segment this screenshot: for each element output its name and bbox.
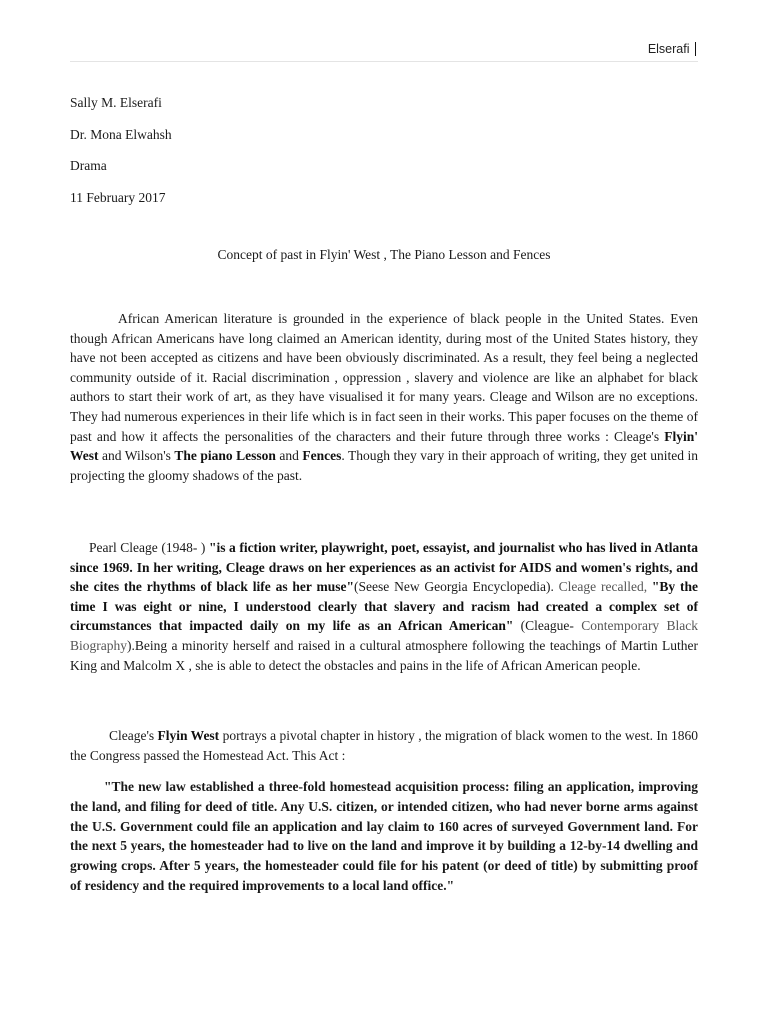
- date-line: 11 February 2017: [70, 189, 166, 205]
- paragraph-text: . Though they vary in their approach of writing, they get united in projecting the gloomy shadows of the past.: [70, 448, 698, 483]
- body-paragraph-cleage: [70, 538, 698, 675]
- quotation-bold: "is a fiction writer, playwright, poet, essayist, and journalist who has lived in Atlanta since 1969. In her writing, Cleage draws on her experiences as an activist for AIDS and women's rights, and she cites the rhythms of black life as her muse": [70, 540, 698, 595]
- work-title-flyin-west: Flyin' West: [70, 428, 698, 464]
- citation-source-gray: Contemporary Black Biography: [70, 618, 698, 653]
- body-paragraph-flyin-west: [70, 726, 698, 765]
- paragraph-text: ).Being a minority herself and raised in a cultural atmosphere following the teachings of Martin Luther King and Malcolm X , she is able to detect the obstacles and pains in the life of African American people.: [70, 637, 698, 673]
- paragraph-text: Pearl Cleage (1948- ): [89, 540, 209, 555]
- student-name: Sally M. Elserafi: [70, 95, 162, 110]
- work-title-fences: Fences: [302, 448, 342, 464]
- page-header: [648, 42, 696, 56]
- citation-text: (Seese New Georgia Encyclopedia).: [354, 579, 559, 595]
- work-title-piano-lesson: The piano Lesson: [174, 448, 276, 464]
- work-title-flyin-west: Flyin West: [157, 728, 220, 743]
- header-author-name: Elserafi: [647, 42, 690, 56]
- paragraph-text: African American literature is grounded in the experience of black people in the United States. Even though African Americans have long claimed an American identity, during most of the United States history, they have not been accepted as citizens and have been obviously discriminated. As a result, they feel being a neglected community outside of it. Racial discrimination , oppression , slavery and violence are like an alphabet for black authors to start their work of art, as they have visualised it for many years. Cleage and Wilson are no exceptions. They had numerous experiences in their life which is in fact seen in their works. This paper focuses on the theme of past and how it affects the personalities of the characters and their future through three works : Cleage's: [70, 311, 698, 444]
- document-title: Concept of past in Flyin' West , The Piano Lesson and Fences: [217, 247, 551, 262]
- paragraph-text: and Wilson's: [98, 448, 175, 464]
- quotation-bold: "By the time I was eight or nine, I understood clearly that slavery and racism had created a complex set of circumstances that impacted daily on my life as an African American": [70, 579, 699, 634]
- paragraph-text: and: [275, 448, 303, 464]
- paragraph-text-gray: Cleage recalled,: [558, 579, 652, 595]
- paragraph-text: Cleage's: [109, 728, 158, 743]
- course-name: Drama: [70, 158, 107, 174]
- instructor-name: Dr. Mona Elwahsh: [70, 126, 172, 142]
- header-separator-bar: [695, 42, 697, 56]
- header-divider: [70, 61, 698, 62]
- citation-text: (Cleague-: [513, 618, 582, 634]
- block-quote-homestead-act: "The new law established a three-fold homestead acquisition process: filing an application, improving the land, and filing for deed of title. Any U.S. citizen, or intended citizen, who had never borne arms against the U.S. Government could file an application and lay claim to 160 acres of surveyed Government land. For the next 5 years, the homesteader had to live on the land and improve it by building a 12-by-14 dwelling and growing crops. After 5 years, the homesteader could file for his patent (or deed of title) by submitting proof of residency and the required improvements to a local land office.": [70, 779, 698, 893]
- paragraph-text: portrays a pivotal chapter in history , the migration of black women to the west. In 1860 the Congress passed the Homestead Act. This Act :: [70, 728, 698, 763]
- mla-heading: [70, 87, 172, 213]
- body-paragraph-intro: [70, 309, 698, 485]
